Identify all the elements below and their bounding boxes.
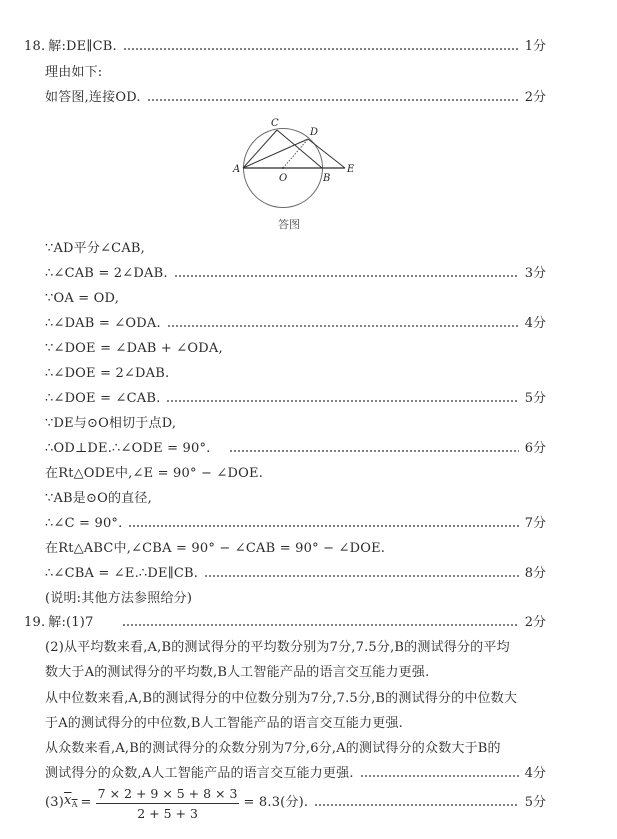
proof-line bbox=[45, 539, 546, 559]
label-a: A bbox=[233, 164, 241, 175]
figure-caption: 答图 bbox=[278, 218, 300, 231]
paragraph-text: 于A的测试得分的中位数,B人工智能产品的语言交互能力更强. bbox=[45, 716, 404, 731]
score-mark: 4分 bbox=[524, 316, 546, 331]
leader-dots bbox=[147, 99, 519, 101]
proof-line bbox=[45, 264, 546, 284]
proof-line bbox=[45, 489, 546, 509]
paragraph-line bbox=[45, 663, 546, 683]
proof-line bbox=[45, 289, 546, 309]
proof-text: ∴∠DOE = ∠CAB. bbox=[45, 391, 161, 406]
label-o: O bbox=[279, 173, 288, 184]
q18-answer: 解:DE∥CB. bbox=[48, 39, 117, 54]
proof-line bbox=[45, 339, 546, 359]
mean-subscript: A bbox=[71, 800, 78, 809]
leader-dots bbox=[166, 400, 518, 402]
q18-header-line bbox=[24, 37, 546, 57]
paragraph-text: 从中位数来看,A,B的测试得分的中位数分别为7分,7.5分,B的测试得分的中位数大 bbox=[45, 691, 518, 706]
fraction-denominator: 2 + 5 + 3 bbox=[137, 805, 198, 821]
q19-number: 19. bbox=[24, 615, 46, 630]
leader-dots bbox=[123, 48, 519, 50]
proof-line bbox=[45, 564, 546, 584]
paragraph-line bbox=[45, 764, 546, 784]
proof-text: ∵AB是⊙O的直径, bbox=[45, 491, 152, 506]
part3-result: = 8.3(分). bbox=[243, 795, 309, 810]
leader-dots bbox=[204, 575, 519, 577]
proof-line bbox=[45, 464, 546, 484]
proof-text: ∴OD⊥DE.∴∠ODE = 90°. bbox=[45, 441, 211, 456]
paragraph-line bbox=[45, 739, 546, 759]
proof-text: ∴∠DAB = ∠ODA. bbox=[45, 316, 161, 331]
q19-answer: 解:(1)7 bbox=[48, 615, 94, 630]
leader-dots bbox=[229, 450, 519, 452]
score-mark: 4分 bbox=[524, 766, 546, 781]
proof-line bbox=[45, 439, 546, 459]
segment-de bbox=[308, 139, 345, 168]
paragraph-text: 从众数来看,A,B的测试得分的众数分别为7分,6分,A的测试得分的众数大于B的 bbox=[45, 741, 501, 756]
proof-text: ∴∠CBA = ∠E.∴DE∥CB. bbox=[45, 566, 199, 581]
score-mark: 5分 bbox=[524, 795, 546, 810]
label-c: C bbox=[271, 118, 279, 129]
note-text: (说明:其他方法参照给分) bbox=[45, 591, 193, 606]
paragraph-line bbox=[45, 638, 546, 658]
connect-od-line bbox=[45, 88, 546, 108]
q18-number: 18. bbox=[24, 39, 46, 54]
fraction bbox=[96, 785, 240, 822]
proof-text: ∵∠DOE = ∠DAB + ∠ODA, bbox=[45, 341, 223, 356]
q19-header-line bbox=[24, 613, 546, 633]
mean-symbol bbox=[64, 791, 78, 815]
mean-var: x bbox=[64, 793, 72, 808]
proof-line bbox=[45, 364, 546, 384]
label-d: D bbox=[310, 127, 319, 138]
part3-prefix: (3) bbox=[45, 795, 65, 810]
label-e: E bbox=[347, 164, 355, 175]
reason-text: 理由如下: bbox=[45, 65, 103, 80]
paragraph-line bbox=[45, 689, 546, 709]
proof-line bbox=[45, 514, 546, 534]
proof-text: ∵AD平分∠CAB, bbox=[45, 241, 145, 256]
score-mark: 3分 bbox=[524, 266, 546, 281]
reason-line bbox=[45, 63, 546, 83]
paragraph-text: (2)从平均数来看,A,B的测试得分的平均数分别为7分,7.5分,B的测试得分的平均 bbox=[45, 640, 510, 655]
score-mark: 2分 bbox=[524, 615, 546, 630]
leader-dots bbox=[128, 525, 518, 527]
score-mark: 5分 bbox=[524, 391, 546, 406]
proof-line bbox=[45, 314, 546, 334]
proof-text: ∵DE与⊙O相切于点D, bbox=[45, 416, 177, 431]
geometry-figure bbox=[225, 110, 365, 215]
proof-text: ∴∠C = 90°. bbox=[45, 516, 123, 531]
leader-dots bbox=[360, 775, 519, 777]
paragraph-text: 测试得分的众数,A人工智能产品的语言交互能力更强. bbox=[45, 766, 354, 781]
proof-text: 在Rt△ODE中,∠E = 90° − ∠DOE. bbox=[45, 466, 264, 481]
leader-dots bbox=[167, 325, 519, 327]
equals-sign: = bbox=[80, 795, 92, 810]
score-mark: 7分 bbox=[524, 516, 546, 531]
score-mark: 8分 bbox=[524, 566, 546, 581]
paragraph-line bbox=[45, 714, 546, 734]
score-mark: 1分 bbox=[524, 39, 546, 54]
part3-formula-line bbox=[45, 783, 546, 823]
leader-dots bbox=[314, 804, 518, 806]
proof-text: ∵OA = OD, bbox=[45, 291, 120, 306]
proof-line bbox=[45, 414, 546, 434]
note-line bbox=[45, 589, 546, 609]
proof-text: 在Rt△ABC中,∠CBA = 90° − ∠CAB = 90° − ∠DOE. bbox=[45, 541, 386, 556]
score-mark: 6分 bbox=[524, 441, 546, 456]
proof-text: ∴∠CAB = 2∠DAB. bbox=[45, 266, 168, 281]
proof-line bbox=[45, 239, 546, 259]
proof-line bbox=[45, 389, 546, 409]
fraction-numerator: 7 × 2 + 9 × 5 + 8 × 3 bbox=[96, 785, 240, 804]
center-dot bbox=[282, 167, 284, 169]
proof-text: ∴∠DOE = 2∠DAB. bbox=[45, 366, 170, 381]
connect-od-text: 如答图,连接OD. bbox=[45, 90, 141, 105]
leader-dots bbox=[174, 275, 519, 277]
label-b: B bbox=[323, 173, 331, 184]
paragraph-text: 数大于A的测试得分的平均数,B人工智能产品的语言交互能力更强. bbox=[45, 665, 430, 680]
score-mark: 2分 bbox=[524, 90, 546, 105]
leader-dots bbox=[122, 624, 519, 626]
